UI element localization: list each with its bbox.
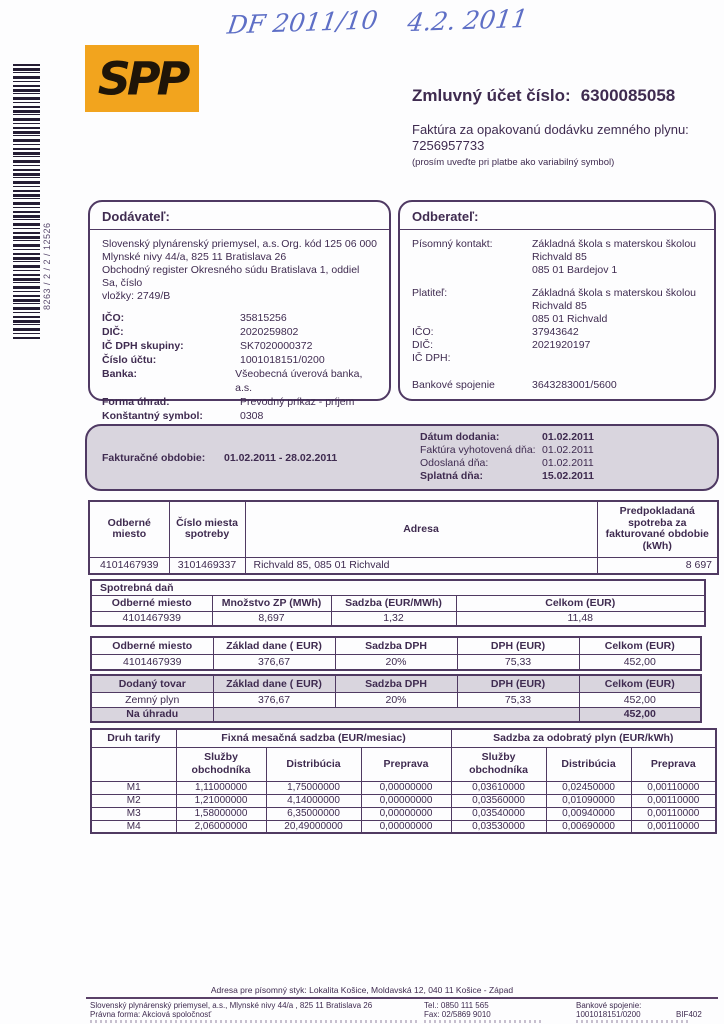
contract-account (412, 86, 675, 106)
customer-contact-line3: 085 01 Bardejov 1 (532, 264, 618, 276)
excise-header-celkom: Celkom (EUR) (456, 595, 705, 611)
vat-rate: 20% (335, 654, 457, 670)
customer-bank-label: Bankové spojenie (412, 379, 495, 391)
supplier-ico-value: 35815256 (240, 312, 287, 324)
tariff-m2-v2: 4,14000000 (266, 794, 361, 807)
tariff-table (90, 728, 717, 834)
vat-total: 452,00 (579, 654, 701, 670)
supplier-account-value: 1001018151/0200 (240, 354, 325, 366)
vat-amount: 75,33 (457, 654, 579, 670)
tariff-header-druh: Druh tarify (91, 729, 176, 747)
customer-dic-label: DIČ: (412, 339, 433, 351)
consumption-point-number: 3101469337 (169, 557, 245, 574)
tariff-m4-name: M4 (91, 820, 176, 833)
tariff-m2-v1: 1,21000000 (176, 794, 266, 807)
excise-header-mnozstvo: Množstvo ZP (MWh) (212, 595, 331, 611)
invoice-dates (420, 431, 594, 483)
table-row (89, 557, 718, 574)
tariff-m2-v4: 0,03560000 (451, 794, 546, 807)
goods-header-dph: DPH (EUR) (457, 675, 579, 692)
footer-clipped-text-right (576, 1020, 691, 1023)
goods-header-sadzba: Sadzba DPH (335, 675, 457, 692)
tariff-m1-v1: 1,11000000 (176, 781, 266, 794)
goods-vat-rate: 20% (335, 692, 457, 707)
supplier-details (102, 311, 377, 437)
table-row (91, 654, 701, 670)
vat-table (90, 636, 702, 671)
goods-summary-table (90, 674, 702, 723)
tariff-m1-v4: 0,03610000 (451, 781, 546, 794)
tariff-m1-v5: 0,02450000 (546, 781, 631, 794)
issue-date-value: 01.02.2011 (542, 444, 594, 456)
variable-symbol-note: (prosím uveďte pri platbe ako variabilný symbol) (412, 157, 615, 168)
excise-rate: 1,32 (331, 611, 456, 626)
tariff-m3-v4: 0,03540000 (451, 807, 546, 820)
tariff-subheader-sluzby2: Služby obchodníka (451, 747, 546, 781)
excise-table-title: Spotrebná daň (91, 580, 705, 595)
customer-contact-line1: Základná škola s materskou školou (532, 238, 696, 250)
due-date-label: Splatná dňa: (420, 470, 484, 482)
amount-due-value: 452,00 (579, 707, 701, 722)
vat-header-dph: DPH (EUR) (457, 637, 579, 654)
supplier-register-1: Obchodný register Okresného súdu Bratislava 1, oddiel Sa, číslo (102, 264, 360, 289)
tariff-m3-v1: 1,58000000 (176, 807, 266, 820)
supplier-account-label: Číslo účtu: (102, 354, 157, 366)
tariff-m3-v2: 6,35000000 (266, 807, 361, 820)
goods-header-tovar: Dodaný tovar (91, 675, 213, 692)
tariff-subheader-sluzby1: Služby obchodníka (176, 747, 266, 781)
supplier-dic-value: 2020259802 (240, 326, 299, 338)
footer-bank-label: Bankové spojenie: (576, 1001, 642, 1010)
tariff-m4-v4: 0,03530000 (451, 820, 546, 833)
excise-quantity: 8,697 (212, 611, 331, 626)
handwritten-note-left: DF 2011/10 (225, 5, 380, 40)
customer-title: Odberateľ: (400, 202, 714, 230)
invoice-type-line: Faktúra za opakovanú dodávku zemného plynu: (412, 122, 689, 137)
tariff-m2-v6: 0,00110000 (631, 794, 716, 807)
footer-tel: Tel.: 0850 111 565 (424, 1001, 489, 1010)
tariff-m1-v6: 0,00110000 (631, 781, 716, 794)
tariff-m3-v5: 0,00940000 (546, 807, 631, 820)
tariff-m1-name: M1 (91, 781, 176, 794)
delivery-date-label: Dátum dodania: (420, 431, 500, 443)
col-header-spotreba: Predpokladaná spotreba za fakturované obdobie (kWh) (597, 501, 718, 557)
spp-logo (85, 45, 199, 112)
vat-base: 376,67 (213, 654, 335, 670)
customer-bank-value: 3643283001/5600 (532, 379, 617, 391)
footer-divider (86, 997, 718, 999)
customer-contact-label: Písomný kontakt: (412, 238, 493, 250)
customer-payer-address (532, 287, 696, 326)
invoice-number: 7256957733 (412, 138, 485, 153)
vat-header-sadzba: Sadzba DPH (335, 637, 457, 654)
vat-header-celkom: Celkom (EUR) (579, 637, 701, 654)
issue-date-label: Faktúra vyhotovená dňa: (420, 444, 536, 456)
footer-company-line1: Slovenský plynárenský priemysel, a.s., Mlynské nivy 44/a , 825 11 Bratislava 26 (90, 1001, 373, 1010)
vat-place-id: 4101467939 (91, 654, 213, 670)
customer-icdph-label: IČ DPH: (412, 352, 451, 364)
sent-date-label: Odoslaná dňa: (420, 457, 489, 469)
supplier-payform-value: Prevodný príkaz - príjem (240, 396, 355, 408)
supplier-box (88, 200, 391, 422)
footer-contact-address: Adresa pre písomný styk: Lokalita Košice, Moldavská 12, 040 11 Košice - Západ (210, 985, 514, 995)
excise-place-id: 4101467939 (91, 611, 212, 626)
supplier-constsym-value: 0308 (240, 410, 264, 422)
col-header-odberne-miesto: Odberné miesto (89, 501, 169, 557)
tariff-m2-name: M2 (91, 794, 176, 807)
tariff-subheader-distribucia1: Distribúcia (266, 747, 361, 781)
tariff-m1-v2: 1,75000000 (266, 781, 361, 794)
customer-payer-line3: 085 01 Richvald (532, 313, 608, 325)
billing-period-label: Fakturačné obdobie: (102, 452, 206, 464)
tariff-subheader-preprava1: Preprava (361, 747, 451, 781)
goods-vat-amount: 75,33 (457, 692, 579, 707)
supplier-title: Dodávateľ: (90, 202, 389, 230)
footer-company-line2: Právna forma: Akciová spoločnosť (90, 1010, 212, 1019)
col-header-adresa: Adresa (245, 501, 597, 557)
tariff-group-fixed: Fixná mesačná sadzba (EUR/mesiac) (176, 729, 451, 747)
footer-fax: Fax: 02/5869 9010 (424, 1010, 491, 1019)
handwritten-note-right: 4.2. 2011 (405, 3, 530, 38)
supplier-icdph-label: IČ DPH skupiny: (102, 340, 184, 352)
tariff-row-m3 (91, 807, 716, 820)
supplier-org-code: Org. kód 125 06 000 (281, 238, 377, 250)
goods-total: 452,00 (579, 692, 701, 707)
customer-payer-line1: Základná škola s materskou školou (532, 287, 696, 299)
tariff-m1-v3: 0,00000000 (361, 781, 451, 794)
invoice-heading (412, 122, 717, 171)
tariff-m3-v3: 0,00000000 (361, 807, 451, 820)
tariff-subheader-distribucia2: Distribúcia (546, 747, 631, 781)
col-header-cislo-miesta: Číslo miesta spotreby (169, 501, 245, 557)
footer-bank-value: 1001018151/0200 (576, 1010, 641, 1019)
delivery-date-value: 01.02.2011 (542, 431, 594, 443)
barcode (13, 64, 40, 341)
customer-box (398, 200, 716, 401)
tariff-row-m1 (91, 781, 716, 794)
place-id: 4101467939 (89, 557, 169, 574)
customer-dic-value: 2021920197 (532, 339, 591, 351)
footer-clipped-text-left (90, 1020, 420, 1023)
contract-account-label: Zmluvný účet číslo: (412, 86, 571, 105)
sent-date-value: 01.02.2011 (542, 457, 594, 469)
table-row (91, 611, 705, 626)
excise-header-sadzba: Sadzba (EUR/MWh) (331, 595, 456, 611)
tariff-group-variable: Sadzba za odobratý plyn (EUR/kWh) (451, 729, 716, 747)
tariff-m3-v6: 0,00110000 (631, 807, 716, 820)
amount-due-row (91, 707, 701, 722)
amount-due-label: Na úhradu (91, 707, 213, 722)
excise-header-miesto: Odberné miesto (91, 595, 212, 611)
supplier-bank-value: Všeobecná úverová banka, a.s. (235, 368, 363, 394)
tariff-m4-v2: 20,49000000 (266, 820, 361, 833)
tariff-subheader-empty (91, 747, 176, 781)
billing-period-band (85, 424, 719, 491)
excise-total: 11,48 (456, 611, 705, 626)
tariff-m2-v5: 0,01090000 (546, 794, 631, 807)
customer-contact-address (532, 238, 696, 277)
amount-due-spacer (213, 707, 579, 722)
tariff-row-m2 (91, 794, 716, 807)
goods-name: Zemný plyn (91, 692, 213, 707)
excise-tax-table (90, 579, 706, 627)
customer-payer-label: Platiteľ: (412, 287, 448, 299)
supplier-register-2: vložky: 2749/B (102, 290, 171, 302)
goods-header-zaklad: Základ dane ( EUR) (213, 675, 335, 692)
supplier-address: Mlynské nivy 44/a, 825 11 Bratislava 26 (102, 251, 287, 263)
customer-contact-line2: Richvald 85 (532, 251, 587, 263)
expected-consumption-kwh: 8 697 (597, 557, 718, 574)
vat-header-miesto: Odberné miesto (91, 637, 213, 654)
place-address: Richvald 85, 085 01 Richvald (245, 557, 597, 574)
billing-period-value: 01.02.2011 - 28.02.2011 (224, 452, 338, 464)
spp-logo-text: SPP (97, 52, 187, 105)
tariff-m4-v6: 0,00110000 (631, 820, 716, 833)
consumption-place-table (88, 500, 719, 575)
supplier-constsym-label: Konštantný symbol: (102, 410, 203, 422)
footer-clipped-text-middle (424, 1020, 544, 1023)
footer-form-code: BIF402 (676, 1010, 702, 1019)
vat-header-zaklad: Základ dane ( EUR) (213, 637, 335, 654)
tariff-subheader-preprava2: Preprava (631, 747, 716, 781)
tariff-m2-v3: 0,00000000 (361, 794, 451, 807)
contract-account-number: 6300085058 (580, 86, 676, 105)
goods-header-celkom: Celkom (EUR) (579, 675, 701, 692)
supplier-dic-label: DIČ: (102, 326, 124, 338)
tariff-m4-v1: 2,06000000 (176, 820, 266, 833)
customer-ico-value: 37943642 (532, 326, 579, 338)
supplier-bank-label: Banka: (102, 368, 138, 380)
tariff-m4-v5: 0,00690000 (546, 820, 631, 833)
tariff-row-m4 (91, 820, 716, 833)
customer-ico-label: IČO: (412, 326, 434, 338)
table-row (91, 692, 701, 707)
supplier-icdph-value: SK7020000372 (240, 340, 313, 352)
customer-payer-line2: Richvald 85 (532, 300, 587, 312)
supplier-name: Slovenský plynárenský priemysel, a.s. (102, 238, 280, 250)
due-date-value: 15.02.2011 (542, 470, 594, 482)
tariff-m3-name: M3 (91, 807, 176, 820)
supplier-ico-label: IČO: (102, 312, 125, 324)
goods-base: 376,67 (213, 692, 335, 707)
tariff-m4-v3: 0,00000000 (361, 820, 451, 833)
supplier-payform-label: Forma úhrad: (102, 396, 170, 408)
barcode-label: 8263 / 2 / 2 / 12526 (42, 222, 52, 310)
